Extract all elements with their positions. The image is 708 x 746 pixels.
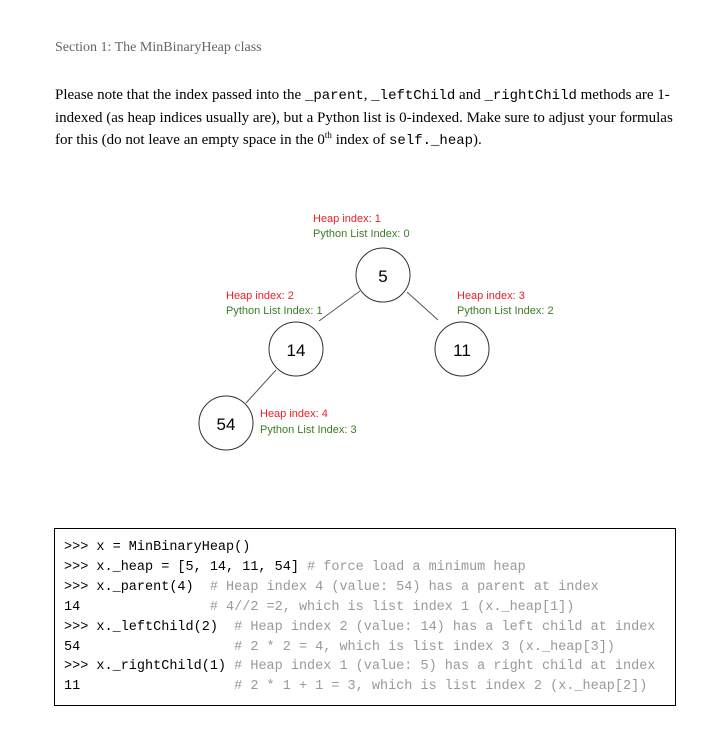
code-line: 54 — [64, 639, 235, 655]
code-line: 11 — [64, 679, 235, 695]
node-list-index-label: Python List Index: 0 — [313, 228, 410, 240]
node-list-index-label: Python List Index: 1 — [226, 305, 323, 317]
node-heap-index-label: Heap index: 3 — [457, 290, 525, 302]
code-line: >>> x._rightChild(1) — [64, 659, 235, 675]
code-comment: # 2 * 2 = 4, which is list index 3 (x._heap[3]) — [234, 639, 615, 655]
code-self-heap: self._heap — [389, 133, 474, 149]
code-example-box — [54, 528, 676, 706]
edge-5-14 — [319, 291, 360, 321]
node-value-54: 54 — [216, 415, 236, 434]
code-comment: # 2 * 1 + 1 = 3, which is list index 2 (x._heap[2]) — [234, 679, 648, 695]
code-line: >>> x._heap = [5, 14, 11, 54] — [64, 559, 308, 575]
section-title: Section 1: The MinBinaryHeap class — [55, 40, 262, 55]
code-comment: # 4//2 =2, which is list index 1 (x._heap[1]) — [209, 599, 575, 615]
code-leftchild: _leftChild — [371, 88, 456, 104]
code-line: >>> x._leftChild(2) — [64, 619, 235, 635]
code-line: >>> x._parent(4) — [64, 579, 210, 595]
edge-14-54 — [246, 370, 276, 403]
code-line: 14 — [64, 599, 210, 615]
node-heap-index-label: Heap index: 2 — [226, 290, 294, 302]
code-comment: # force load a minimum heap — [307, 559, 526, 575]
node-value-14: 14 — [286, 341, 306, 360]
node-heap-index-label: Heap index: 4 — [260, 408, 328, 420]
code-rightchild: _rightChild — [484, 88, 577, 104]
code-comment: # Heap index 4 (value: 54) has a parent at index — [209, 579, 599, 595]
intro-paragraph: Please note that the index passed into the _parent, _leftChild and _rightChild methods are 1-indexed (as heap indices usually are), but a Python list is 0-indexed. Make sure to adjust your formulas for this (do not leave an empty space in the 0th index of self._heap). — [55, 87, 673, 149]
node-list-index-label: Python List Index: 3 — [260, 424, 357, 436]
node-value-11: 11 — [453, 341, 471, 360]
code-comment: # Heap index 1 (value: 5) has a right child at index — [234, 659, 656, 675]
node-value-5: 5 — [378, 267, 388, 286]
edge-5-11 — [407, 292, 438, 320]
node-heap-index-label: Heap index: 1 — [313, 213, 381, 225]
code-line: >>> x = MinBinaryHeap() — [64, 540, 251, 555]
code-parent: _parent — [304, 88, 364, 104]
node-list-index-label: Python List Index: 2 — [457, 305, 554, 317]
code-comment: # Heap index 2 (value: 14) has a left child at index — [234, 619, 656, 635]
